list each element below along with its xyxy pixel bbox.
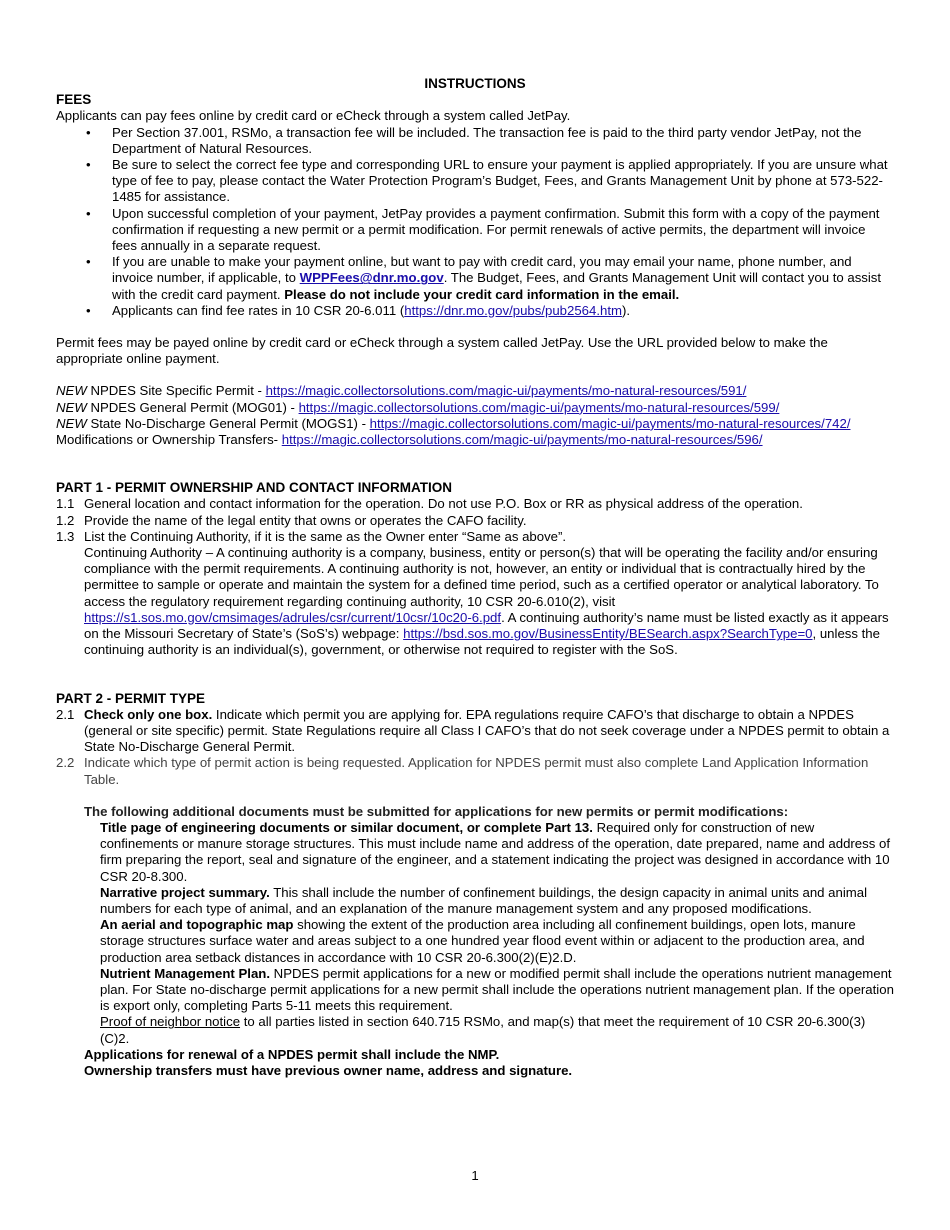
ca-text: , unless the continuing authority is an individual(s), government, or otherwise not required to register with the SoS. [84, 626, 880, 658]
doc-title: Narrative project summary. [100, 884, 270, 900]
doc-title: An aerial and topographic map [100, 917, 294, 933]
check-one-box-note: Check only one box. [84, 706, 213, 722]
modifications-payment-url[interactable]: https://magic.collectorsolutions.com/magic-ui/payments/mo-natural-resources/596/ [281, 432, 763, 448]
item-number: 1.1 [56, 496, 75, 512]
part1-item-1-3 [56, 529, 894, 545]
doc-text: NPDES permit applications for a new or modified permit shall include the operations nutrient management plan. For State no-discharge permit applications for a new permit shall include the operations nutrient management plan. If the operation is export only, completing Parts 5-11 meets this requirement. [100, 965, 894, 1014]
list-item [56, 254, 894, 303]
part1-item-1-2 [56, 513, 894, 529]
doc-neighbor-notice [56, 1014, 894, 1046]
fees-bullet-list [56, 125, 894, 319]
page-number: 1 [471, 1168, 479, 1183]
general-permit-payment-url[interactable]: https://magic.collectorsolutions.com/magic-ui/payments/mo-natural-resources/599/ [298, 399, 780, 415]
payment-link-label: NPDES Site Specific Permit - [86, 383, 266, 399]
fees-email-link[interactable]: WPPFees@dnr.mo.gov [299, 270, 444, 286]
item-number: 2.2 [56, 755, 75, 771]
new-label: NEW [56, 415, 87, 431]
list-item [56, 303, 894, 319]
part2-item-2-2 [56, 755, 894, 787]
doc-narrative-summary [56, 885, 894, 917]
payment-link-label: State No-Discharge General Permit (MOGS1) - [86, 415, 370, 431]
new-label: NEW [56, 383, 87, 399]
doc-text: to all parties listed in section 640.715 RSMo, and map(s) that meet the requirement of 10 CSR 20-6.300(3)(C)2. [100, 1014, 866, 1046]
sos-search-link[interactable]: https://bsd.sos.mo.gov/BusinessEntity/BESearch.aspx?SearchType=0 [403, 626, 813, 642]
item-number: 1.2 [56, 512, 75, 528]
payment-link-general [56, 400, 894, 416]
renewal-note: Applications for renewal of a NPDES permit shall include the NMP. [84, 1046, 500, 1062]
doc-text: showing the extent of the production area including all confinement buildings, open lots, manure storage structures surface water and areas subject to a one hundred year flood event within or adjacent to the production area, and production area setback distances in accordance with 10 CSR 20-6.300(2)(E)2.D. [100, 917, 865, 965]
credit-card-warning: Please do not include your credit card information in the email. [284, 286, 680, 302]
payment-link-site-specific [56, 383, 894, 399]
item-number: 2.1 [56, 706, 75, 722]
doc-nutrient-plan [56, 966, 894, 1015]
item-text: General location and contact information for the operation. Do not use P.O. Box or RR as physical address of the operation. [84, 496, 803, 512]
payment-link-modifications [56, 432, 894, 448]
bullet-text: If you are unable to make your payment online, but want to pay with credit card, you may email your name, phone number, and invoice number, if applicable, to [112, 254, 852, 286]
item-text: Indicate which type of permit action is being requested. Application for NPDES permit must also complete Land Application Information Table. [84, 755, 869, 787]
additional-documents-heading: The following additional documents must be submitted for applications for new permits or permit modifications: [84, 803, 789, 819]
fees-heading: FEES [56, 92, 92, 108]
payment-link-label: NPDES General Permit (MOG01) - [86, 399, 299, 415]
doc-text: Required only for construction of new confinements or manure storage structures. This must include name and address of the operation, date prepared, name and address of firm preparing the report, seal and signature of the engineer, and a statement indicating the project was designed in accordance with 10 CSR 20-8.300. [100, 819, 890, 884]
doc-title: Title page of engineering documents or similar document, or complete Part 13. [100, 819, 593, 835]
part1-item-1-1 [56, 496, 894, 512]
item-text: List the Continuing Authority, if it is the same as the Owner enter “Same as above”. [84, 528, 567, 544]
item-number: 1.3 [56, 528, 75, 544]
part2-heading: PART 2 - PERMIT TYPE [56, 690, 206, 706]
ownership-transfer-note: Ownership transfers must have previous owner name, address and signature. [84, 1062, 573, 1078]
doc-text: This shall include the number of confinement buildings, the design capacity in animal units and animal numbers for each type of animal, and an explanation of the manure management system and any proposed modifications. [100, 884, 868, 916]
list-item: • Be sure to select the correct fee type and corresponding URL to ensure your payment is applied appropriately. If you are unsure what type of fee to pay, please contact the Water Protection Program’s Budget, Fees, and Grants Management Unit by phone at 573-522-1485 for assistance. [56, 157, 894, 206]
fees-intro: Applicants can pay fees online by credit card or eCheck through a system called JetPay. [56, 108, 571, 124]
doc-aerial-map [56, 917, 894, 966]
doc-title-page [56, 820, 894, 885]
payment-link-label: Modifications or Ownership Transfers- [56, 432, 282, 448]
csr-regulation-link[interactable]: https://s1.sos.mo.gov/cmsimages/adrules/csr/current/10csr/10c20-6.pdf [84, 609, 502, 625]
new-label: NEW [56, 399, 87, 415]
item-text-body: Indicate which permit you are applying for. EPA regulations require CAFO’s that discharge to obtain a NPDES (general or site specific) permit. State Regulations require all Class I CAFO’s that do not seek coverage under a NPDES permit to obtain a State No-Discharge General Permit. [84, 706, 890, 755]
bullet-text: ). [622, 302, 631, 318]
doc-title: Nutrient Management Plan. [100, 965, 270, 981]
fee-rates-link[interactable]: https://dnr.mo.gov/pubs/pub2564.htm [404, 302, 622, 318]
no-discharge-payment-url[interactable]: https://magic.collectorsolutions.com/magic-ui/payments/mo-natural-resources/742/ [369, 415, 851, 431]
site-specific-payment-url[interactable]: https://magic.collectorsolutions.com/magic-ui/payments/mo-natural-resources/591/ [265, 383, 747, 399]
part2-item-2-1 [56, 707, 894, 756]
part1-heading: PART 1 - PERMIT OWNERSHIP AND CONTACT INFORMATION [56, 480, 452, 496]
list-item: • Per Section 37.001, RSMo, a transaction fee will be included. The transaction fee is paid to the third party vendor JetPay, not the Department of Natural Resources. [56, 125, 894, 157]
continuing-authority-text [56, 545, 894, 658]
payment-link-no-discharge [56, 416, 894, 432]
instructions-page [56, 76, 894, 1079]
item-text: Provide the name of the legal entity that owns or operates the CAFO facility. [84, 512, 527, 528]
item-text [84, 707, 894, 756]
ca-text: . A continuing authority’s name must be listed exactly as it appears on the Missouri Secretary of State’s (SoS’s) webpage: [84, 609, 889, 642]
page-title: INSTRUCTIONS [424, 76, 526, 91]
bullet-text: Applicants can find fee rates in 10 CSR 20-6.011 ( [112, 302, 405, 318]
online-payment-text: Permit fees may be payed online by credit card or eCheck through a system called JetPay. Use the URL provided below to make the appropriate online payment. [56, 335, 828, 367]
ca-text: Continuing Authority – A continuing authority is a company, business, entity or person(s) that will be operating the facility and/or ensuring compliance with the permit requirements. A continuing authority is not, however, an entity or individual that is contractually hired by the permittee to sample or operate and maintain the system for a defined time period, such as a certified operator or analytical laboratory. To access the regulatory requirement regarding continuing authority, 10 CSR 20-6.010(2), visit [84, 545, 879, 609]
bullet-text: . The Budget, Fees, and Grants Management Unit will contact you to assist with the credit card payment. [112, 270, 882, 302]
list-item: • Upon successful completion of your payment, JetPay provides a payment confirmation. Submit this form with a copy of the payment confirmation if requesting a new permit or a permit modification. For permit renewals of active permits, the department will invoice fees annually in a separate request. [56, 206, 894, 255]
doc-title: Proof of neighbor notice [100, 1014, 241, 1030]
